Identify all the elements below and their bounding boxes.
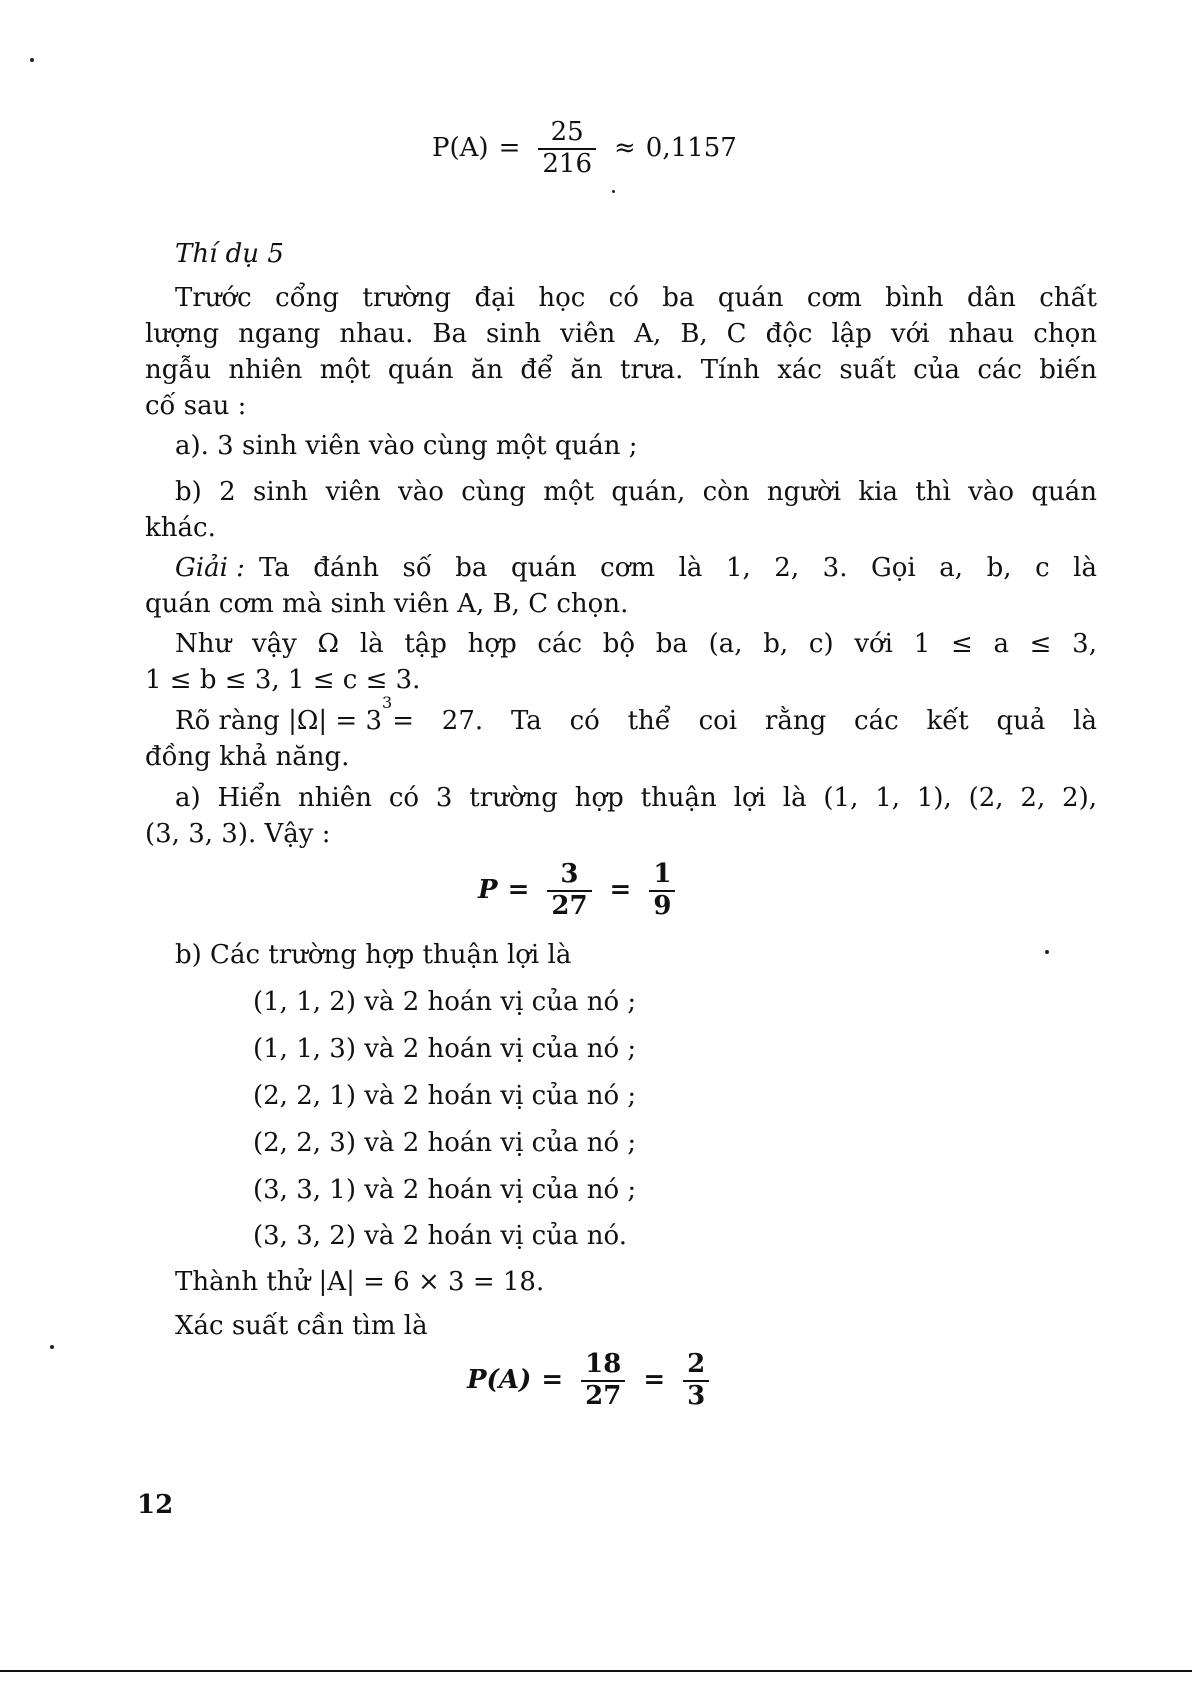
solution-line-1 <box>175 550 1097 588</box>
case-5: (3, 3, 1) và 2 hoán vị của nó ; <box>253 1175 637 1205</box>
count-line: Thành thử |A| = 6 × 3 = 18. <box>175 1267 545 1297</box>
problem-part-a: a). 3 sinh viên vào cùng một quán ; <box>175 431 638 461</box>
page-number: 12 <box>137 1490 174 1520</box>
exponent: 3 <box>382 693 393 712</box>
fraction-numerator: 3 <box>560 859 579 889</box>
case-2: (1, 1, 3) và 2 hoán vị của nó ; <box>253 1034 637 1064</box>
fraction-denominator: 216 <box>538 148 596 180</box>
solution-line-4: 1 ≤ b ≤ 3, 1 ≤ c ≤ 3. <box>145 665 421 695</box>
problem-line-1: Trước cổng trường đại học có ba quán cơm bình dân chất <box>175 283 1097 313</box>
formula-final-eq1: = <box>541 1365 564 1396</box>
formula-final-fraction-1 <box>581 1350 625 1412</box>
fraction-numerator: 1 <box>653 859 672 889</box>
fraction-denominator: 9 <box>649 890 675 922</box>
formula-p-lhs: P <box>478 875 498 906</box>
solution-line-3: Như vậy Ω là tập hợp các bộ ba (a, b, c) với 1 ≤ a ≤ 3, <box>175 629 1097 659</box>
fraction-numerator: 18 <box>585 1349 622 1379</box>
solution-line-5 <box>175 693 1097 741</box>
formula-final <box>467 1350 717 1412</box>
formula-top-approx: ≈ <box>614 133 636 164</box>
formula-final-eq2: = <box>643 1365 666 1396</box>
formula-final-fraction-2 <box>683 1350 709 1412</box>
fraction-denominator: 3 <box>683 1380 709 1412</box>
solution-part-a-2: (3, 3, 3). Vậy : <box>145 819 331 849</box>
case-1: (1, 1, 2) và 2 hoán vị của nó ; <box>253 987 637 1017</box>
solution-part-a-1: a) Hiển nhiên có 3 trường hợp thuận lợi là (1, 1, 1), (2, 2, 2), <box>175 783 1097 813</box>
formula-p-fraction-2 <box>649 860 675 922</box>
formula-p <box>478 860 683 922</box>
problem-line-2: lượng ngang nhau. Ba sinh viên A, B, C độc lập với nhau chọn <box>145 319 1097 349</box>
fraction-numerator: 25 <box>550 117 584 147</box>
solution-omega-size: Rõ ràng |Ω| = 3 <box>175 706 383 736</box>
problem-line-4: cố sau : <box>145 391 247 421</box>
fraction-numerator: 2 <box>687 1349 706 1379</box>
solution-line-2: quán cơm mà sinh viên A, B, C chọn. <box>145 589 629 619</box>
scan-speck <box>50 1345 54 1349</box>
case-3: (2, 2, 1) và 2 hoán vị của nó ; <box>253 1081 637 1111</box>
formula-p-fraction-1 <box>547 860 591 922</box>
page-bottom-rule <box>0 1670 1192 1672</box>
fraction-denominator: 27 <box>581 1380 625 1412</box>
solution-omega-rest: = 27. Ta có thể coi rằng các kết quả là <box>392 706 1097 736</box>
formula-p-eq1: = <box>507 875 530 906</box>
solution-label: Giải : <box>175 553 245 583</box>
case-4: (2, 2, 3) và 2 hoán vị của nó ; <box>253 1128 637 1158</box>
formula-final-lhs: P(A) <box>467 1365 532 1396</box>
solution-text-1: Ta đánh số ba quán cơm là 1, 2, 3. Gọi a, b, c là <box>258 553 1097 583</box>
problem-line-3: ngẫu nhiên một quán ăn để ăn trưa. Tính xác suất của các biến <box>145 355 1097 385</box>
formula-top-value: 0,1157 <box>645 133 737 164</box>
part-b-intro: b) Các trường hợp thuận lợi là <box>175 940 572 970</box>
case-6: (3, 3, 2) và 2 hoán vị của nó. <box>253 1221 627 1251</box>
problem-part-b-1: b) 2 sinh viên vào cùng một quán, còn người kia thì vào quán <box>175 477 1097 507</box>
fraction-denominator: 27 <box>547 890 591 922</box>
seek-line: Xác suất cần tìm là <box>175 1311 428 1341</box>
scan-speck <box>30 58 34 62</box>
formula-top-fraction <box>538 118 596 180</box>
formula-top-eq: = <box>498 133 521 164</box>
solution-line-6: đồng khả năng. <box>145 742 350 772</box>
formula-top-lhs: P(A) <box>432 133 489 164</box>
scan-speck <box>1045 950 1049 954</box>
scan-speck <box>612 190 615 193</box>
formula-top <box>432 118 737 180</box>
problem-part-b-2: khác. <box>145 513 216 543</box>
example-title: Thí dụ 5 <box>175 239 284 269</box>
formula-p-eq2: = <box>609 875 632 906</box>
